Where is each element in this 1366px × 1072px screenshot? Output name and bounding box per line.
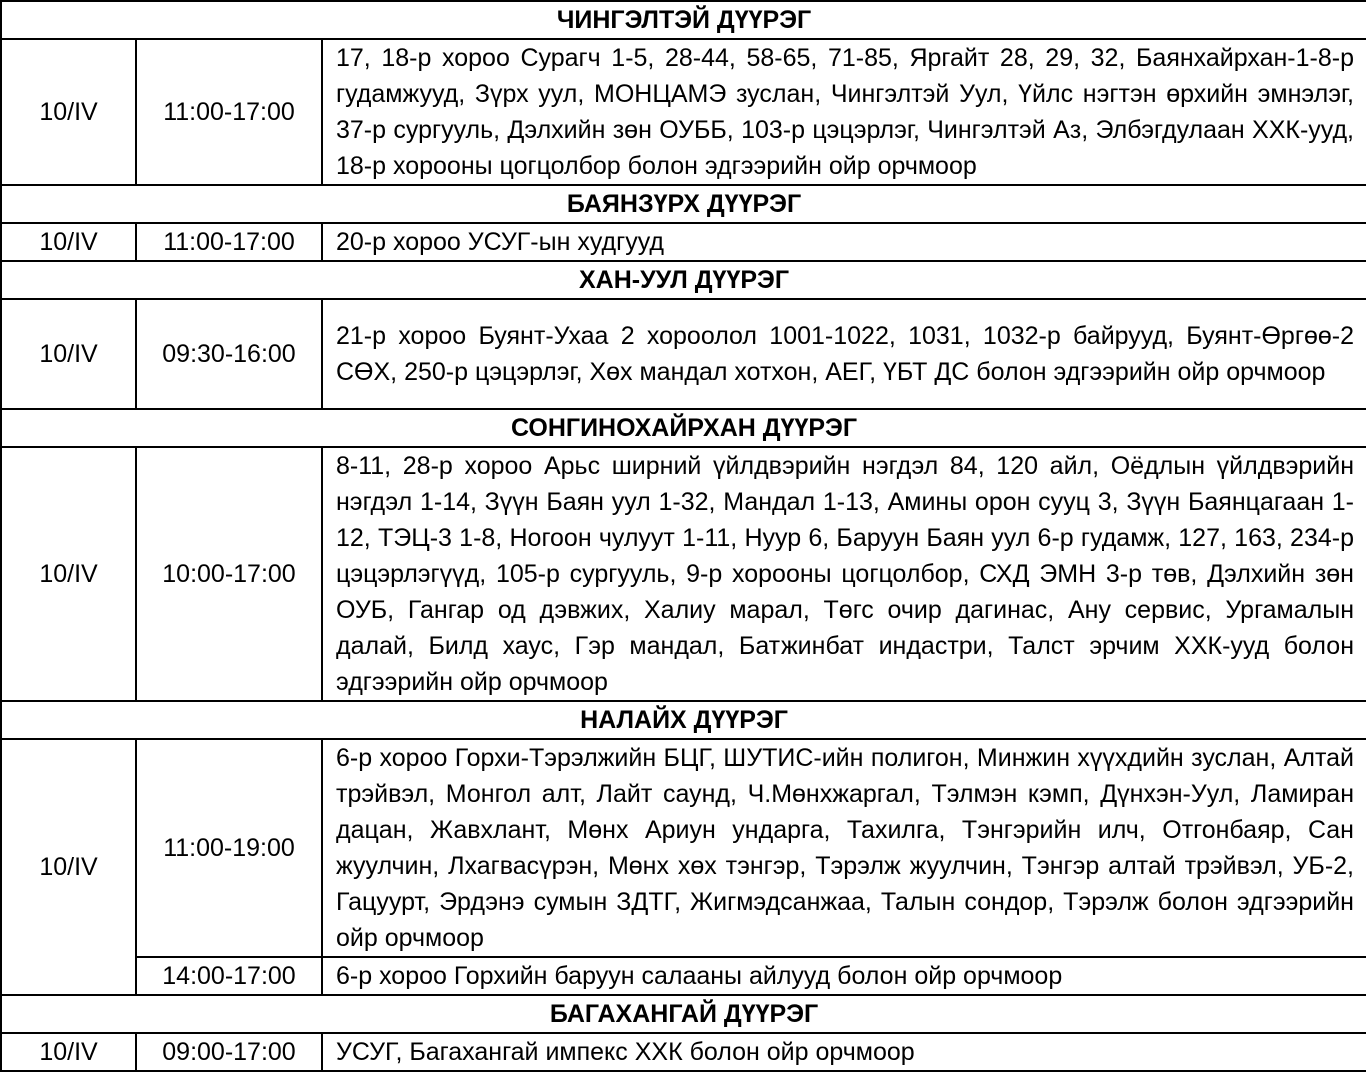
time-cell: 14:00-17:00: [136, 957, 322, 995]
time-cell: 09:00-17:00: [136, 1033, 322, 1071]
time-cell: 10:00-17:00: [136, 447, 322, 701]
date-cell: 10/IV: [1, 299, 136, 409]
time-cell: 11:00-17:00: [136, 39, 322, 185]
district-header-row: [1, 995, 1366, 1033]
date-cell: 10/IV: [1, 1033, 136, 1071]
table-row: [1, 1033, 1366, 1071]
time-cell: 11:00-19:00: [136, 739, 322, 957]
table-row: [1, 223, 1366, 261]
district-header-row: [1, 701, 1366, 739]
areas-cell: УСУГ, Багахангай импекс ХХК болон ойр орчмоор: [322, 1033, 1366, 1071]
areas-cell: 17, 18-р хороо Сурагч 1-5, 28-44, 58-65, 71-85, Яргайт 28, 29, 32, Баянхайрхан-1-8-р гудамжууд, Зүрх уул, МОНЦАМЭ зуслан, Чингэлтэй Уул, Үйлс нэгтэн өрхийн эмнэлэг, 37-р сургууль, Дэлхийн зөн ОУББ, 103-р цэцэрлэг, Чингэлтэй Аз, Элбэгдулаан ХХК-ууд, 18-р хорооны цогцолбор болон эдгээрийн ойр орчмоор: [322, 39, 1366, 185]
areas-cell: 6-р хороо Горхийн баруун салааны айлууд болон ойр орчмоор: [322, 957, 1366, 995]
district-name: ЧИНГЭЛТЭЙ ДҮҮРЭГ: [1, 1, 1366, 39]
district-name: СОНГИНОХАЙРХАН ДҮҮРЭГ: [1, 409, 1366, 447]
district-name: ХАН-УУЛ ДҮҮРЭГ: [1, 261, 1366, 299]
time-cell: 11:00-17:00: [136, 223, 322, 261]
date-cell: 10/IV: [1, 223, 136, 261]
district-header-row: [1, 1, 1366, 39]
district-header-row: [1, 409, 1366, 447]
table-row: [1, 299, 1366, 409]
areas-cell: 8-11, 28-р хороо Арьс ширний үйлдвэрийн нэгдэл 84, 120 айл, Оёдлын үйлдвэрийн нэгдэл 1-14, Зүүн Баян уул 1-32, Мандал 1-13, Амины орон сууц 3, Зүүн Баянцагаан 1-12, ТЭЦ-3 1-8, Ногоон чулуут 1-11, Нуур 6, Баруун Баян уул 6-р гудамж, 127, 163, 234-р цэцэрлэгүүд, 105-р сургууль, 9-р хорооны цогцолбор, СХД ЭМН 3-р төв, Дэлхийн зөн ОУБ, Гангар од дэвжих, Халиу марал, Төгс очир дагинас, Ану сервис, Ургамалын далай, Билд хаус, Гэр мандал, Батжинбат индастри, Талст эрчим ХХК-ууд болон эдгээрийн ойр орчмоор: [322, 447, 1366, 701]
district-header-row: [1, 185, 1366, 223]
areas-cell: 21-р хороо Буянт-Ухаа 2 хороолол 1001-1022, 1031, 1032-р байрууд, Буянт-Өргөө-2 СӨХ, 250-р цэцэрлэг, Хөх мандал хотхон, АЕГ, ҮБТ ДС болон эдгээрийн ойр орчмоор: [322, 299, 1366, 409]
areas-cell: 20-р хороо УСУГ-ын худгууд: [322, 223, 1366, 261]
date-cell: 10/IV: [1, 447, 136, 701]
time-cell: 09:30-16:00: [136, 299, 322, 409]
table-row: [1, 739, 1366, 957]
areas-cell: 6-р хороо Горхи-Тэрэлжийн БЦГ, ШУТИС-ийн полигон, Минжин хүүхдийн зуслан, Алтай трэйвэл, Монгол алт, Лайт саунд, Ч.Мөнхжаргал, Тэлмэн кэмп, Дүнхэн-Уул, Ламиран дацан, Жавхлант, Мөнх Ариун ундарга, Тахилга, Тэнгэрийн илч, Отгонбаяр, Сан жуулчин, Лхагвасүрэн, Мөнх хөх тэнгэр, Тэрэлж жуулчин, Тэнгэр алтай трэйвэл, УБ-2, Гацуурт, Эрдэнэ сумын ЗДТГ, Жигмэдсанжаа, Талын сондор, Тэрэлж болон эдгээрийн ойр орчмоор: [322, 739, 1366, 957]
date-cell: 10/IV: [1, 39, 136, 185]
district-header-row: [1, 261, 1366, 299]
table-row: [1, 39, 1366, 185]
district-name: БАЯНЗҮРХ ДҮҮРЭГ: [1, 185, 1366, 223]
date-cell: 10/IV: [1, 739, 136, 995]
district-name: БАГАХАНГАЙ ДҮҮРЭГ: [1, 995, 1366, 1033]
table-row: [1, 957, 1366, 995]
district-name: НАЛАЙХ ДҮҮРЭГ: [1, 701, 1366, 739]
table-row: [1, 447, 1366, 701]
